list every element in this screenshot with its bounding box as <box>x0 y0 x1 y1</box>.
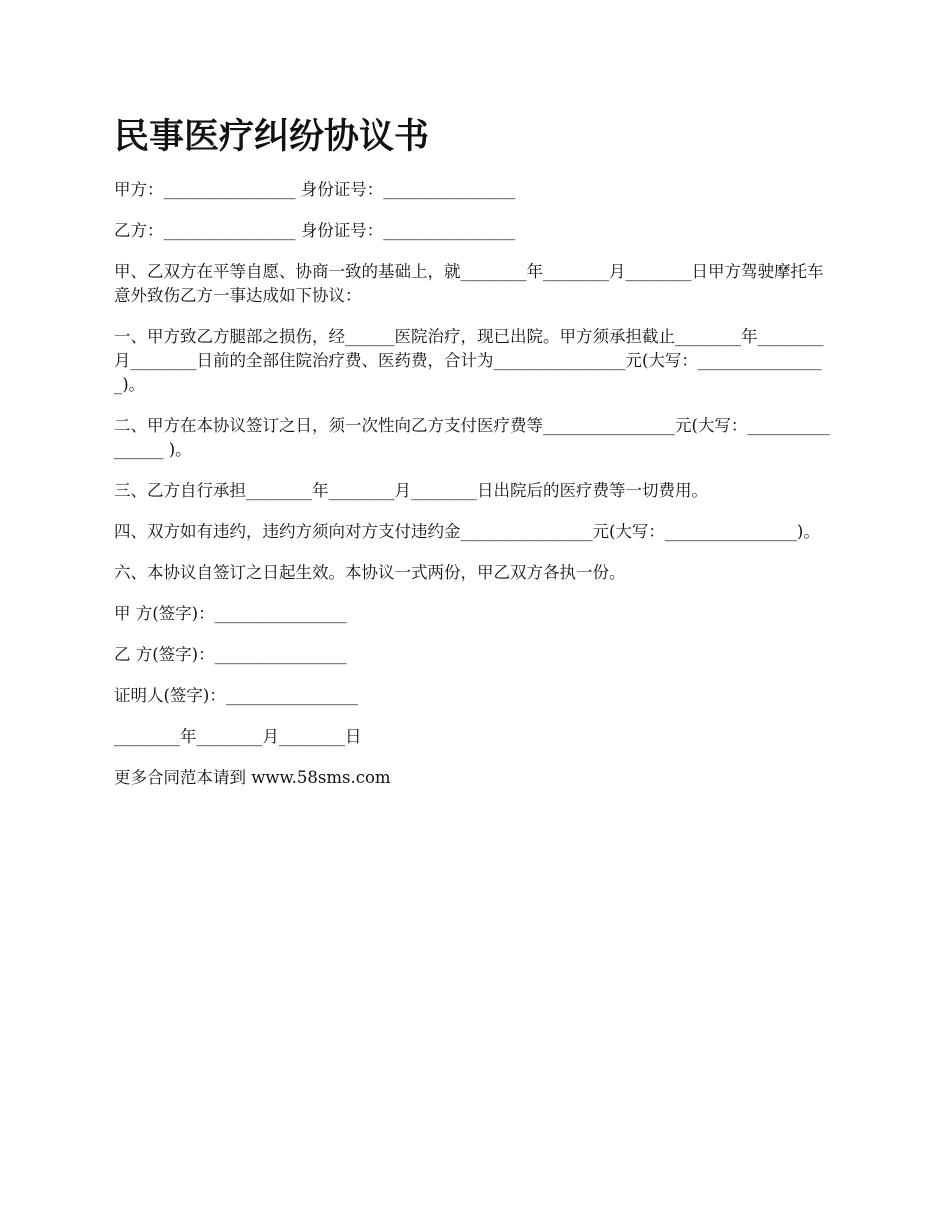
clause-4: 四、双方如有违约，违约方须向对方支付违约金________________元(大写：________________)。 <box>114 522 820 541</box>
document-page <box>114 112 838 807</box>
clause-3: 三、乙方自行承担________年________月________日出院后的医疗费等一切费用。 <box>114 481 708 500</box>
party-b-line: 乙方：________________ 身份证号：________________ <box>114 221 516 240</box>
party-a-line: 甲方：________________ 身份证号：________________ <box>114 180 516 199</box>
clause-6: 六、本协议自签订之日起生效。本协议一式两份，甲乙双方各执一份。 <box>114 563 626 582</box>
party-a-signature: 甲 方(签字)：________________ <box>114 604 347 623</box>
clause-1: 一、甲方致乙方腿部之损伤，经______医院治疗，现已出院。甲方须承担截止________年________月________日前的全部住院治疗费、医药费，合计为________________元(大写：________________)。 <box>114 327 824 394</box>
party-b-signature: 乙 方(签字)：________________ <box>114 645 347 664</box>
signing-date: ________年________月________日 <box>114 727 362 746</box>
clause-2: 二、甲方在本协议签订之日，须一次性向乙方支付医疗费等________________元(大写：________________ )。 <box>114 416 830 459</box>
witness-signature: 证明人(签字)：________________ <box>114 686 358 705</box>
footer-note: 更多合同范本请到 www.58sms.com <box>114 768 391 787</box>
preamble-paragraph: 甲、乙双方在平等自愿、协商一致的基础上，就________年________月________日甲方驾驶摩托车意外致伤乙方一事达成如下协议： <box>114 262 824 305</box>
document-title: 民事医疗纠纷协议书 <box>114 117 430 157</box>
